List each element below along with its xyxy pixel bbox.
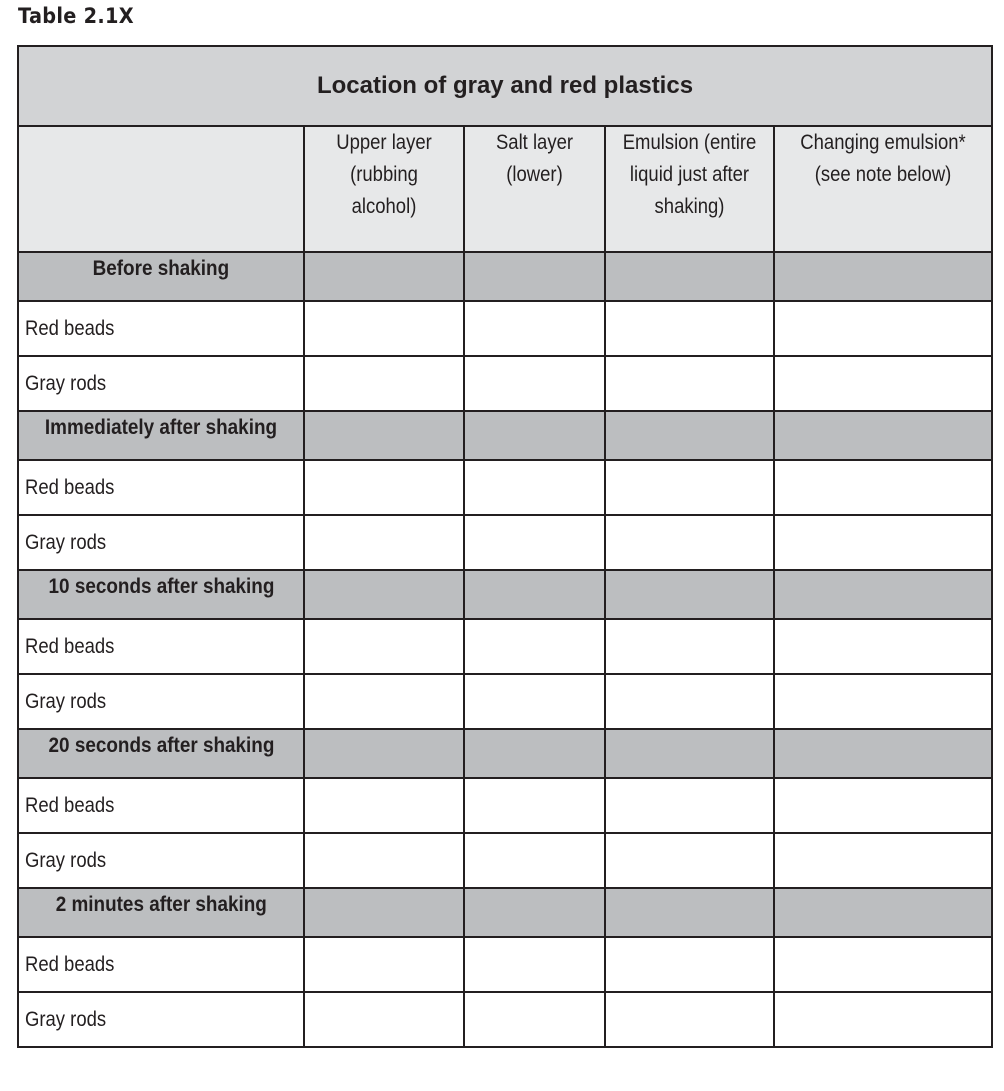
section-header-row xyxy=(18,888,992,937)
entry-cell[interactable] xyxy=(304,301,464,356)
data-table xyxy=(17,45,993,1048)
table-row xyxy=(18,356,992,411)
entry-cell[interactable] xyxy=(774,619,992,674)
entry-cell[interactable] xyxy=(304,778,464,833)
row-label xyxy=(18,460,304,515)
entry-cell[interactable] xyxy=(304,515,464,570)
table-row xyxy=(18,992,992,1047)
section-label xyxy=(18,888,304,937)
entry-cell[interactable] xyxy=(774,778,992,833)
row-label xyxy=(18,515,304,570)
row-label xyxy=(18,356,304,411)
row-label xyxy=(18,301,304,356)
column-header-changing-emulsion xyxy=(774,126,992,252)
table-row xyxy=(18,301,992,356)
column-header-upper-layer xyxy=(304,126,464,252)
row-label-text: Gray rods xyxy=(25,689,107,713)
column-header-line: Salt layer xyxy=(495,131,574,154)
row-label-text: Red beads xyxy=(25,316,115,340)
entry-cell[interactable] xyxy=(605,778,774,833)
table-label: Table 2.1X xyxy=(18,4,134,28)
entry-cell[interactable] xyxy=(774,356,992,411)
section-label-text: Immediately after shaking xyxy=(44,416,278,439)
column-header-row xyxy=(18,126,992,252)
section-cell xyxy=(605,252,774,301)
column-header-line: (rubbing xyxy=(350,163,418,186)
row-label-text: Red beads xyxy=(25,634,115,658)
section-header-row xyxy=(18,411,992,460)
section-label xyxy=(18,729,304,778)
entry-cell[interactable] xyxy=(605,674,774,729)
entry-cell[interactable] xyxy=(464,460,605,515)
entry-cell[interactable] xyxy=(304,619,464,674)
section-cell xyxy=(304,570,464,619)
table-row xyxy=(18,833,992,888)
table-row xyxy=(18,619,992,674)
header-blank-cell xyxy=(18,126,304,252)
section-cell xyxy=(304,411,464,460)
entry-cell[interactable] xyxy=(605,460,774,515)
section-cell xyxy=(304,729,464,778)
column-header-line: Upper layer xyxy=(336,131,432,154)
table-row xyxy=(18,674,992,729)
row-label xyxy=(18,619,304,674)
column-header-line: shaking) xyxy=(654,195,725,218)
entry-cell[interactable] xyxy=(605,301,774,356)
entry-cell[interactable] xyxy=(774,515,992,570)
entry-cell[interactable] xyxy=(774,937,992,992)
entry-cell[interactable] xyxy=(304,937,464,992)
column-header-line: Emulsion (entire xyxy=(622,131,757,154)
section-cell xyxy=(605,888,774,937)
entry-cell[interactable] xyxy=(774,460,992,515)
table-title: Location of gray and red plastics xyxy=(18,46,992,126)
entry-cell[interactable] xyxy=(304,674,464,729)
section-cell xyxy=(774,888,992,937)
section-cell xyxy=(605,570,774,619)
row-label-text: Gray rods xyxy=(25,371,107,395)
column-header-emulsion xyxy=(605,126,774,252)
entry-cell[interactable] xyxy=(464,833,605,888)
section-label xyxy=(18,252,304,301)
section-header-row xyxy=(18,570,992,619)
row-label xyxy=(18,992,304,1047)
row-label-text: Red beads xyxy=(25,952,115,976)
column-header-line: liquid just after xyxy=(629,163,750,186)
section-label-text: Before shaking xyxy=(92,257,230,280)
entry-cell[interactable] xyxy=(605,356,774,411)
row-label xyxy=(18,937,304,992)
title-row xyxy=(18,46,992,126)
section-label-text: 10 seconds after shaking xyxy=(48,575,274,598)
section-cell xyxy=(304,252,464,301)
section-cell xyxy=(774,252,992,301)
entry-cell[interactable] xyxy=(605,619,774,674)
row-label-text: Gray rods xyxy=(25,530,107,554)
entry-cell[interactable] xyxy=(464,992,605,1047)
entry-cell[interactable] xyxy=(464,937,605,992)
section-label-text: 20 seconds after shaking xyxy=(48,734,274,757)
row-label xyxy=(18,833,304,888)
column-header-line: (lower) xyxy=(506,163,563,186)
section-label-text: 2 minutes after shaking xyxy=(55,893,267,916)
entry-cell[interactable] xyxy=(605,937,774,992)
section-header-row xyxy=(18,252,992,301)
section-cell xyxy=(464,252,605,301)
section-label xyxy=(18,570,304,619)
entry-cell[interactable] xyxy=(774,301,992,356)
section-cell xyxy=(774,570,992,619)
section-cell xyxy=(774,411,992,460)
row-label-text: Red beads xyxy=(25,793,115,817)
table-row xyxy=(18,937,992,992)
section-cell xyxy=(464,411,605,460)
section-cell xyxy=(605,411,774,460)
entry-cell[interactable] xyxy=(304,356,464,411)
entry-cell[interactable] xyxy=(605,992,774,1047)
entry-cell[interactable] xyxy=(464,301,605,356)
section-cell xyxy=(464,888,605,937)
section-cell xyxy=(304,888,464,937)
section-cell xyxy=(464,570,605,619)
entry-cell[interactable] xyxy=(464,674,605,729)
table-row xyxy=(18,460,992,515)
column-header-salt-layer xyxy=(464,126,605,252)
entry-cell[interactable] xyxy=(605,515,774,570)
row-label xyxy=(18,674,304,729)
row-label-text: Red beads xyxy=(25,475,115,499)
entry-cell[interactable] xyxy=(774,833,992,888)
row-label-text: Gray rods xyxy=(25,848,107,872)
entry-cell[interactable] xyxy=(464,515,605,570)
section-cell xyxy=(774,729,992,778)
column-header-line: (see note below) xyxy=(814,163,952,186)
section-cell xyxy=(464,729,605,778)
row-label-text: Gray rods xyxy=(25,1007,107,1031)
table-row xyxy=(18,515,992,570)
entry-cell[interactable] xyxy=(304,992,464,1047)
entry-cell[interactable] xyxy=(774,674,992,729)
entry-cell[interactable] xyxy=(774,992,992,1047)
entry-cell[interactable] xyxy=(464,778,605,833)
column-header-line: alcohol) xyxy=(351,195,417,218)
entry-cell[interactable] xyxy=(304,460,464,515)
section-cell xyxy=(605,729,774,778)
entry-cell[interactable] xyxy=(304,833,464,888)
table-row xyxy=(18,778,992,833)
entry-cell[interactable] xyxy=(605,833,774,888)
section-header-row xyxy=(18,729,992,778)
section-label xyxy=(18,411,304,460)
row-label xyxy=(18,778,304,833)
column-header-line: Changing emulsion* xyxy=(800,131,966,154)
entry-cell[interactable] xyxy=(464,619,605,674)
entry-cell[interactable] xyxy=(464,356,605,411)
